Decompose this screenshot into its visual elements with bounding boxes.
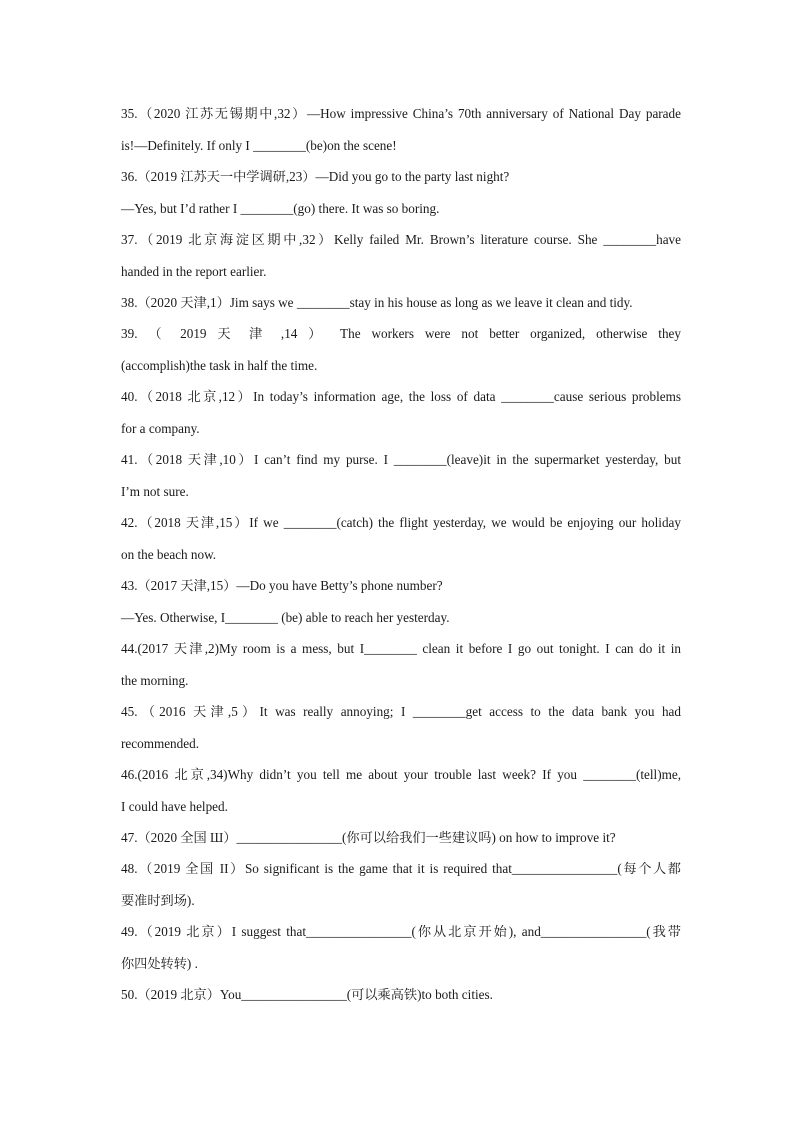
question-39-line-1: 39. （ 2019 天 津 ,14 ） The workers were not better organized, otherwise they bbox=[121, 326, 681, 341]
question-48-line-2: 要准时到场). bbox=[121, 893, 195, 908]
question-46-line-1: 46.(2016 北京,34)Why didn’t you tell me about your trouble last week? If you ________(tell)me, bbox=[121, 767, 681, 782]
question-45-line-1: 45.（2016 天津,5）It was really annoying; I ________get access to the data bank you had bbox=[121, 704, 681, 719]
question-49-line-1: 49.（2019 北京）I suggest that________________(你从北京开始), and________________(我带 bbox=[121, 924, 681, 939]
question-45-line-2: recommended. bbox=[121, 736, 199, 751]
question-37-line-2: handed in the report earlier. bbox=[121, 264, 267, 279]
question-43-line-2: —Yes. Otherwise, I________ (be) able to reach her yesterday. bbox=[121, 610, 450, 625]
question-36-line-1: 36.（2019 江苏天一中学调研,23）—Did you go to the party last night? bbox=[121, 169, 510, 184]
question-42-line-2: on the beach now. bbox=[121, 547, 217, 562]
question-42-line-1: 42.（2018 天津,15）If we ________(catch) the flight yesterday, we would be enjoying our holiday bbox=[121, 515, 681, 530]
question-43-line-1: 43.（2017 天津,15）—Do you have Betty’s phone number? bbox=[121, 578, 443, 593]
question-40-line-1: 40.（2018 北京,12）In today’s information age, the loss of data ________cause serious problems bbox=[121, 389, 681, 404]
question-48-line-1: 48.（2019 全国 II）So significant is the game that it is required that________________(每个人都 bbox=[121, 861, 681, 876]
question-36-line-2: —Yes, but I’d rather I ________(go) there. It was so boring. bbox=[121, 201, 440, 216]
question-50-line-1: 50.（2019 北京）You________________(可以乘高铁)to both cities. bbox=[121, 987, 493, 1002]
question-44-line-1: 44.(2017 天津,2)My room is a mess, but I________ clean it before I go out tonight. I can do it in bbox=[121, 641, 681, 656]
question-44-line-2: the morning. bbox=[121, 673, 189, 688]
question-40-line-2: for a company. bbox=[121, 421, 200, 436]
question-41-line-2: I’m not sure. bbox=[121, 484, 189, 499]
question-39-line-2: (accomplish)the task in half the time. bbox=[121, 358, 318, 373]
question-46-line-2: I could have helped. bbox=[121, 799, 228, 814]
question-41-line-1: 41.（2018 天津,10）I can’t find my purse. I ________(leave)it in the supermarket yesterday, but bbox=[121, 452, 681, 467]
question-37-line-1: 37.（2019 北京海淀区期中,32）Kelly failed Mr. Brown’s literature course. She ________have bbox=[121, 232, 681, 247]
question-49-line-2: 你四处转转) . bbox=[121, 956, 198, 971]
question-38-line-1: 38.（2020 天津,1）Jim says we ________stay in his house as long as we leave it clean and tidy. bbox=[121, 295, 633, 310]
question-35-line-2: is!—Definitely. If only I ________(be)on the scene! bbox=[121, 138, 397, 153]
question-35-line-1: 35.（2020 江苏无锡期中,32）—How impressive China’s 70th anniversary of National Day parade bbox=[121, 106, 681, 121]
question-47-line-1: 47.（2020 全国 Ш）________________(你可以给我们一些建议吗) on how to improve it? bbox=[121, 830, 616, 845]
